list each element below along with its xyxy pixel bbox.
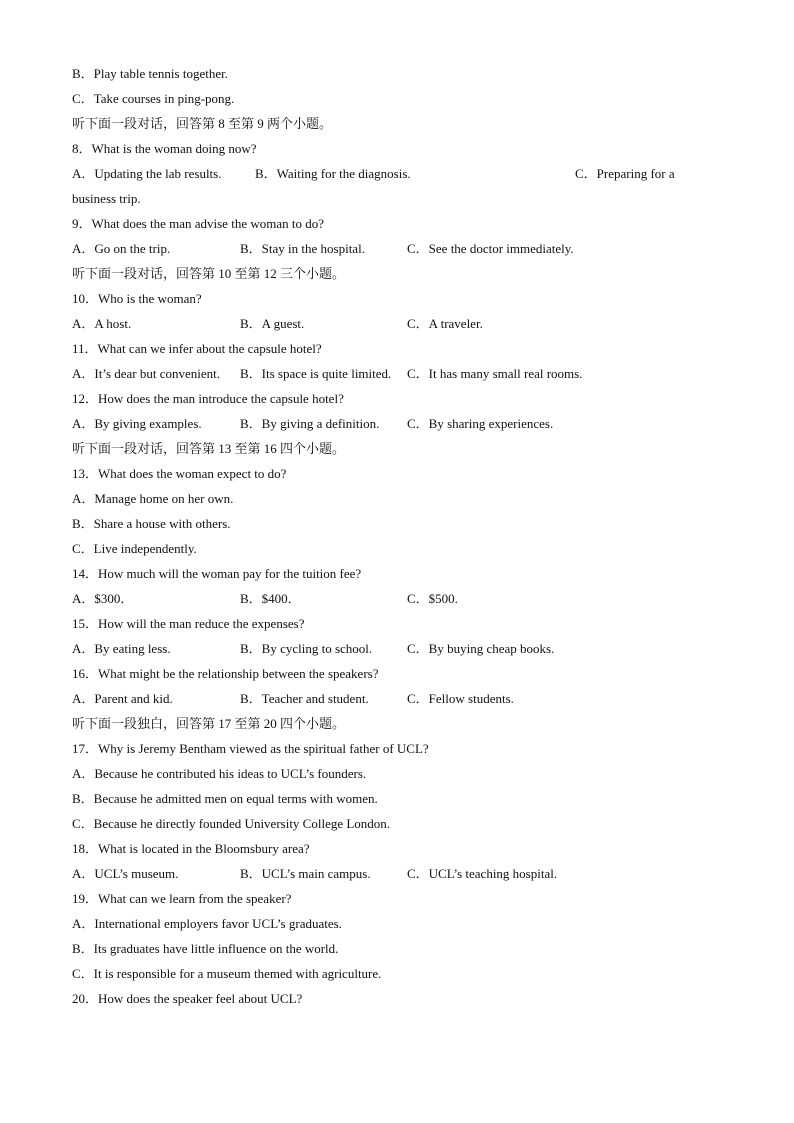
question-14: 14．How much will the woman pay for the tuition fee?	[72, 566, 362, 581]
option-c: C．A traveler.	[407, 316, 483, 331]
question-9: 9．What does the man advise the woman to do?	[72, 216, 324, 231]
question-11: 11．What can we infer about the capsule hotel?	[72, 341, 322, 356]
listening-section	[72, 61, 712, 1011]
option-a: A．Parent and kid.	[72, 691, 173, 706]
option-line: C．Take courses in ping-pong.	[72, 91, 235, 106]
option-b: B．A guest.	[240, 316, 305, 331]
option-a: A．Go on the trip.	[72, 241, 171, 256]
option-c: C．It has many small real rooms.	[407, 366, 583, 381]
question-18-options	[72, 861, 712, 886]
option-c: C．By sharing experiences.	[407, 416, 554, 431]
option-b: B．$400．	[240, 591, 301, 606]
option-b: B．UCL’s main campus.	[240, 866, 371, 881]
option-c: C．By buying cheap books.	[407, 641, 555, 656]
option-c: C．Fellow students.	[407, 691, 514, 706]
question-12: 12．How does the man introduce the capsule hotel?	[72, 391, 344, 406]
section-instruction: 听下面一段对话，回答第 13 至第 16 四个小题。	[72, 441, 346, 456]
option-c: C．UCL’s teaching hospital.	[407, 866, 558, 881]
option-c: C．Preparing for a	[575, 166, 675, 181]
question-17: 17．Why is Jeremy Bentham viewed as the spiritual father of UCL?	[72, 741, 429, 756]
section-instruction: 听下面一段独白，回答第 17 至第 20 四个小题。	[72, 716, 346, 731]
option-b: B．Stay in the hospital.	[240, 241, 365, 256]
option-c: C．$500.	[407, 591, 458, 606]
option-c: C．Because he directly founded University College London.	[72, 816, 391, 831]
option-b: B．By giving a definition.	[240, 416, 380, 431]
option-b: B．Teacher and student.	[240, 691, 369, 706]
question-11-options	[72, 361, 712, 386]
question-9-options	[72, 236, 712, 261]
option-c: C．It is responsible for a museum themed with agriculture.	[72, 966, 382, 981]
option-continuation: business trip.	[72, 191, 141, 206]
question-10: 10．Who is the woman?	[72, 291, 202, 306]
question-14-options	[72, 586, 712, 611]
question-18: 18．What is located in the Bloomsbury area?	[72, 841, 310, 856]
option-a: A．A host.	[72, 316, 132, 331]
option-a: A．UCL’s museum.	[72, 866, 179, 881]
question-12-options	[72, 411, 712, 436]
option-a: A．International employers favor UCL’s graduates.	[72, 916, 342, 931]
option-b: B．Its graduates have little influence on the world.	[72, 941, 339, 956]
option-a: A．By giving examples.	[72, 416, 202, 431]
question-16: 16．What might be the relationship between the speakers?	[72, 666, 379, 681]
option-b: B．Its space is quite limited.	[240, 366, 392, 381]
option-b: B．Waiting for the diagnosis.	[255, 166, 411, 181]
section-instruction: 听下面一段对话，回答第 10 至第 12 三个小题。	[72, 266, 346, 281]
question-16-options	[72, 686, 712, 711]
option-a: A．By eating less.	[72, 641, 171, 656]
question-13: 13．What does the woman expect to do?	[72, 466, 287, 481]
option-a: A．It’s dear but convenient.	[72, 366, 221, 381]
option-a: A．$300．	[72, 591, 134, 606]
question-10-options	[72, 311, 712, 336]
question-8-options	[72, 161, 712, 186]
option-a: A．Updating the lab results.	[72, 166, 222, 181]
option-c: C．Live independently.	[72, 541, 197, 556]
option-a: A．Manage home on her own.	[72, 491, 234, 506]
question-20: 20．How does the speaker feel about UCL?	[72, 991, 303, 1006]
option-b: B．Because he admitted men on equal terms with women.	[72, 791, 378, 806]
option-c: C．See the doctor immediately.	[407, 241, 574, 256]
question-15: 15．How will the man reduce the expenses?	[72, 616, 305, 631]
question-15-options	[72, 636, 712, 661]
option-line: B．Play table tennis together.	[72, 66, 228, 81]
question-19: 19．What can we learn from the speaker?	[72, 891, 292, 906]
option-b: B．Share a house with others.	[72, 516, 231, 531]
section-instruction: 听下面一段对话，回答第 8 至第 9 两个小题。	[72, 116, 333, 131]
question-8: 8．What is the woman doing now?	[72, 141, 257, 156]
option-a: A．Because he contributed his ideas to UCL’s founders.	[72, 766, 367, 781]
option-b: B．By cycling to school.	[240, 641, 373, 656]
